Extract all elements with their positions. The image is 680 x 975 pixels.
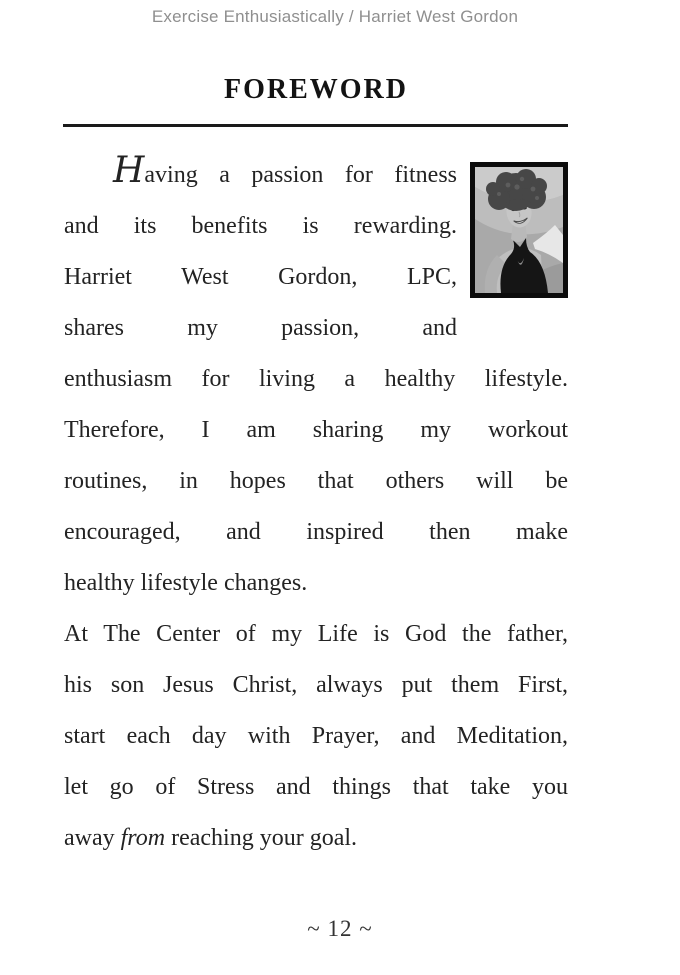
text-segment: encouraged, and inspired then make xyxy=(64,519,568,545)
page-title: FOREWORD xyxy=(224,74,408,105)
text-line xyxy=(64,558,568,609)
portrait-photo xyxy=(470,162,568,298)
text-segment: from xyxy=(120,825,166,851)
text-segment: healthy lifestyle changes. xyxy=(64,570,308,596)
text-line xyxy=(64,711,568,762)
text-segment: aving a passion for fitness xyxy=(144,162,457,188)
body-text xyxy=(64,145,568,864)
text-line xyxy=(64,456,568,507)
text-segment: his son Jesus Christ, always put them First, xyxy=(64,672,568,698)
text-line xyxy=(64,762,568,813)
text-line xyxy=(64,660,568,711)
text-line xyxy=(64,405,568,456)
text-line xyxy=(64,303,568,354)
heading-rule xyxy=(63,124,568,127)
text-segment: reaching your goal. xyxy=(165,825,358,851)
decorative-initial: H xyxy=(113,150,145,191)
text-segment: let go of Stress and things that take you xyxy=(64,774,568,800)
running-header: Exercise Enthusiastically / Harriet West Gordon xyxy=(151,7,519,26)
text-line xyxy=(64,609,568,660)
text-segment: routines, in hopes that others will be xyxy=(64,468,568,494)
text-segment: away xyxy=(64,825,121,851)
text-line xyxy=(64,354,568,405)
page-number: ~ 12 ~ xyxy=(307,916,373,941)
text-segment: and its benefits is rewarding. xyxy=(64,213,457,239)
text-line xyxy=(64,813,568,864)
text-segment: start each day with Prayer, and Meditation, xyxy=(64,723,568,749)
text-segment: Harriet West Gordon, LPC, xyxy=(64,264,457,290)
text-segment: At The Center of my Life is God the father, xyxy=(64,621,568,647)
text-segment: enthusiasm for living a healthy lifestyle. xyxy=(64,366,568,392)
text-segment: shares my passion, and xyxy=(64,315,457,341)
portrait-image xyxy=(475,167,563,293)
text-segment: Therefore, I am sharing my workout xyxy=(64,417,568,443)
text-line xyxy=(64,507,568,558)
